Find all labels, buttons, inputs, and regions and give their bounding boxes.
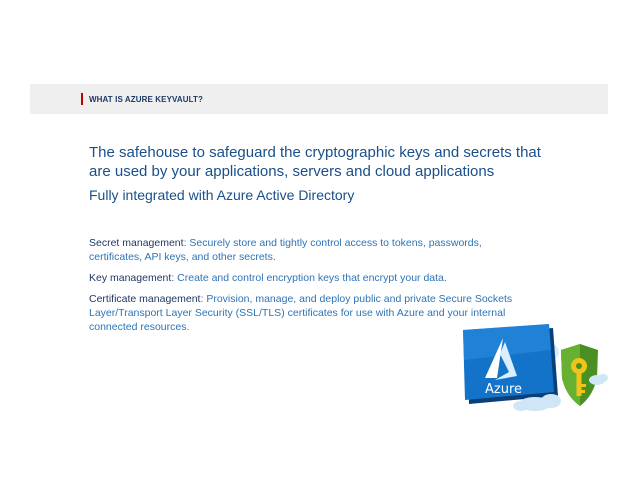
feature-secret-management: Secret management: Securely store and tightly control access to tokens, passwords, certificates, API keys, and other secrets. xyxy=(89,237,482,263)
integration-statement: Fully integrated with Azure Active Directory xyxy=(89,187,355,203)
feature-term: Key management xyxy=(89,272,172,284)
azure-logo-label: Azure xyxy=(485,382,523,397)
feature-certificate-management: Certificate management: Provision, manage, and deploy public and private Secure Sockets Layer/Transport Layer Security (SSL/TLS) certificates for use with Azure and your internal connected resources. xyxy=(89,293,513,333)
feature-description: Securely store and tightly control access to tokens, passwords, certificates, API keys, and other secrets. xyxy=(89,237,482,263)
lead-statement: The safehouse to safeguard the cryptographic keys and secrets that are used by your applications, servers and cloud applications xyxy=(89,144,541,180)
feature-term: Certificate management xyxy=(89,293,201,305)
azure-keyvault-icon xyxy=(455,320,610,420)
feature-key-management: Key management: Create and control encryption keys that encrypt your data. xyxy=(89,272,447,284)
feature-term: Secret management xyxy=(89,237,184,249)
feature-description: Provision, manage, and deploy public and private Secure Sockets Layer/Transport Layer Security (SSL/TLS) certificates for use with Azure and your internal connected resources. xyxy=(89,293,513,333)
feature-description: Create and control encryption keys that encrypt your data. xyxy=(177,272,447,284)
section-title: WHAT IS AZURE KEYVAULT? xyxy=(89,95,203,104)
header-accent-bar xyxy=(81,93,83,105)
